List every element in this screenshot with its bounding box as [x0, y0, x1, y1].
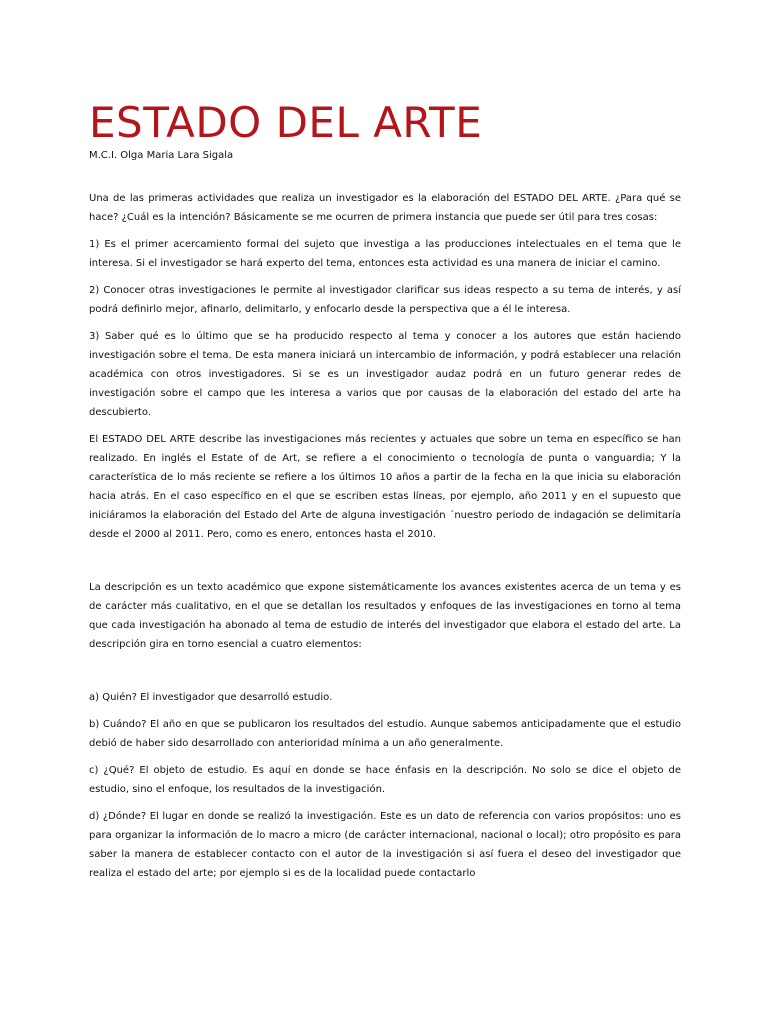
spacer: [89, 422, 681, 430]
paragraph-point-1: 1) Es el primer acercamiento formal del sujeto que investiga a las producciones intelectuales en el tema que le interesa. Si el investigador se hará experto del tema, entonces esta actividad es una manera de iniciar el camino.: [89, 239, 681, 269]
spacer: [89, 753, 681, 761]
paragraph-element-who: a) Quién? El investigador que desarrolló estudio.: [89, 692, 333, 703]
paragraph-intro: Una de las primeras actividades que realiza un investigador es la elaboración del ESTADO DEL ARTE. ¿Para qué se hace? ¿Cuál es la intención? Básicamente se me ocurren de primera instancia que puede ser útil para tres cosas:: [89, 193, 681, 223]
spacer: [89, 707, 681, 715]
paragraph-element-when: b) Cuándo? El año en que se publicaron los resultados del estudio. Aunque sabemos anticipadamente que el estudio debió de haber sido desarrollado con anterioridad mínima a un año generalmente.: [89, 719, 681, 749]
spacer: [89, 273, 681, 281]
paragraph-point-3: 3) Saber qué es lo último que se ha producido respecto al tema y conocer a los autores que están haciendo investigación sobre el tema. De esta manera iniciará un intercambio de información, y podrá establecer una relación académica con otros investigadores. Si se es un investigador audaz podrá en un futuro generar redes de investigación sobre el campo que les interesa a varios que por causas de la elaboración del estado del arte ha descubierto.: [89, 331, 681, 418]
spacer: [89, 319, 681, 327]
spacer: [89, 227, 681, 235]
document-page: [89, 98, 681, 883]
paragraph-point-2: 2) Conocer otras investigaciones le permite al investigador clarificar sus ideas respecto a su tema de interés, y así podrá definirlo mejor, afinarlo, delimitarlo, y enfocarlo desde la perspectiva que a él le interesa.: [89, 285, 681, 315]
document-title: ESTADO DEL ARTE: [89, 98, 483, 147]
spacer: [89, 654, 681, 688]
paragraph-element-what: c) ¿Qué? El objeto de estudio. Es aquí en donde se hace énfasis en la descripción. No solo se dice el objeto de estudio, sino el enfoque, los resultados de la investigación.: [89, 765, 681, 795]
spacer: [89, 544, 681, 578]
document-author: M.C.I. Olga Maria Lara Sigala: [89, 150, 234, 161]
paragraph-element-where: d) ¿Dónde? El lugar en donde se realizó la investigación. Este es un dato de referencia con varios propósitos: uno es para organizar la información de lo macro a micro (de carácter internacional, nacional o local); otro propósito es para saber la manera de establecer contacto con el autor de la investigación si así fuera el deseo del investigador que realiza el estado del arte; por ejemplo si es de la localidad puede contactarlo: [89, 811, 681, 879]
paragraph-description: La descripción es un texto académico que expone sistemáticamente los avances existentes acerca de un tema y es de carácter más cualitativo, en el que se detallan los resultados y enfoques de las investigaciones en torno al tema que cada investigación ha abonado al tema de estudio de interés del investigador que elabora el estado del arte. La descripción gira en torno esencial a cuatro elementos:: [89, 582, 681, 650]
spacer: [89, 163, 681, 189]
spacer: [89, 799, 681, 807]
paragraph-definition: El ESTADO DEL ARTE describe las investigaciones más recientes y actuales que sobre un tema en específico se han realizado. En inglés el Estate of de Art, se refiere a el conocimiento o tecnología de punta o vanguardia; Y la característica de lo más reciente se refiere a los últimos 10 años a partir de la fecha en la que inicia su elaboración hacia atrás. En el caso específico en el que se escriben estas líneas, por ejemplo, año 2011 y en el supuesto que iniciáramos la elaboración del Estado del Arte de alguna investigación ´nuestro periodo de indagación se delimitaría desde el 2000 al 2011. Pero, como es enero, entonces hasta el 2010.: [89, 434, 681, 540]
